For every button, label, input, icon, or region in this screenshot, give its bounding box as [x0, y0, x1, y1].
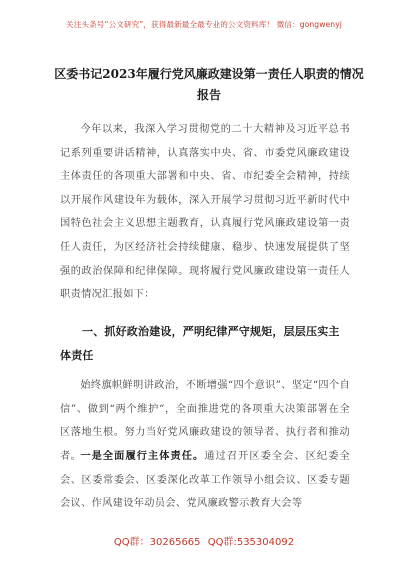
section1-subpoint	[60, 445, 350, 516]
document-title-line2: 报告	[196, 88, 221, 102]
section1-paragraph: 始终旗帜鲜明讲政治，不断增强“四个意识”、坚定“四个自信”、做到“两个维护”，全面推进党的各项重大决策部署在全区落地生根。努力当好党风廉政建设的领导者、执行者和推动者。	[60, 380, 350, 462]
footer	[0, 533, 408, 548]
footer-qq1: QQ群：30265665	[113, 537, 201, 548]
document-title-line1: 区委书记2023年履行党风廉政建设第一责任人职责的情况	[54, 67, 364, 81]
document-title	[44, 64, 374, 106]
header-banner: 关注头条号“公文研究”，获得最新最全最专业的公文资料库！ 微信：gongwenyj	[66, 20, 342, 29]
subpoint-text: 通过召开区委全会、区纪委全会、区委常委会、区委深化改革工作领导小组会议、区委专题会议、作风建设年动员会、党风廉政警示教育大会等	[60, 451, 350, 510]
subpoint-lead: 一是全面履行主体责任。	[80, 450, 205, 462]
intro-paragraph: 今年以来，我深入学习贯彻党的二十大精神及习近平总书记系列重要讲话精神，认真落实中央、省、市委党风廉政建设主体责任的各项重大部署和中央、省、市纪委全会精神，持续以开展作风建设年为载体，深入开展学习贯彻习近平新时代中国特色社会主义思想主题教育，认真履行党风廉政建设第一责任人责任，为区经济社会持续健康、稳步、快速发展提供了坚强的政治保障和纪律保障。现将履行党风廉政建设第一责任人职责情况汇报如下：	[60, 124, 350, 301]
section1-heading: 一、抓好政治建设，严明纪律严守规矩，层层压实主体责任	[60, 325, 340, 362]
footer-qq2: QQ群:535304092	[207, 537, 295, 548]
